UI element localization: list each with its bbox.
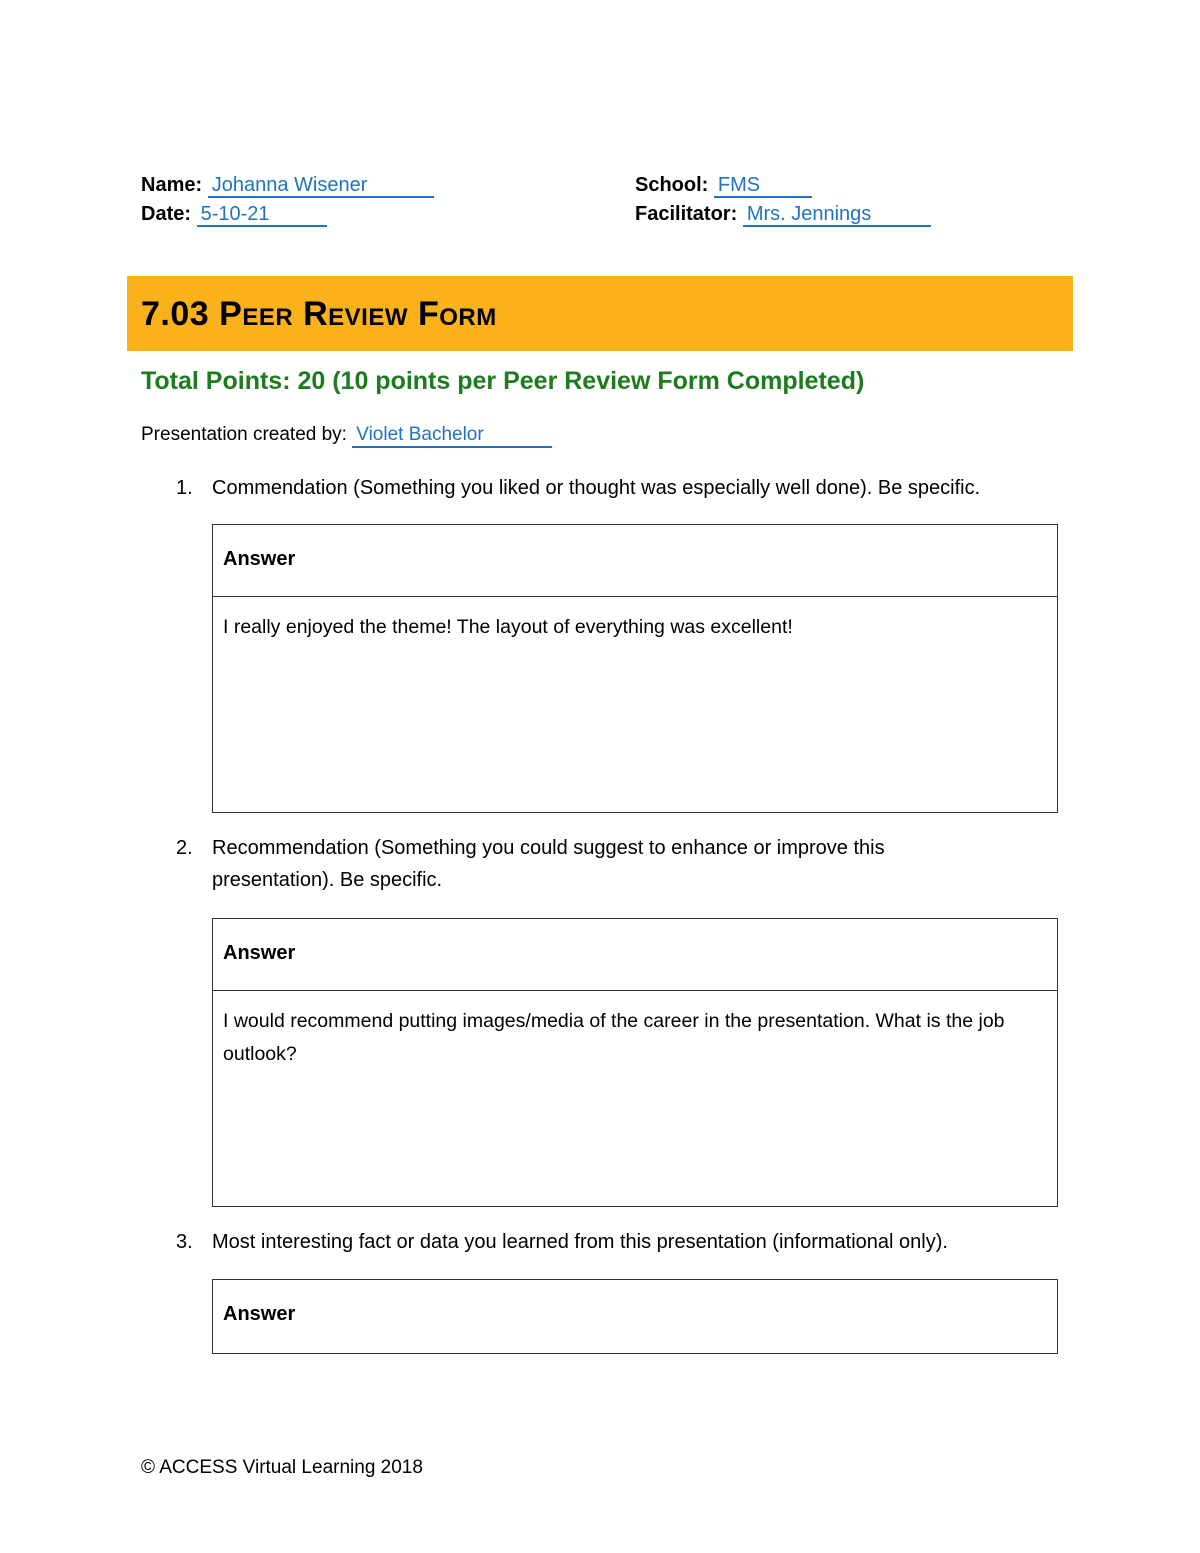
question-number: 3.: [176, 1231, 193, 1253]
facilitator-label: Facilitator:: [635, 203, 738, 225]
answer-header: [213, 1280, 1057, 1352]
question-2: [176, 832, 1046, 898]
facilitator-field: [635, 200, 931, 228]
title-text: Peer Review Form: [219, 295, 497, 333]
question-1: [176, 472, 1046, 504]
answer-text[interactable]: I would recommend putting images/media of the career in the presentation. What is the job outlook?: [223, 1010, 1005, 1065]
date-value[interactable]: 5-10-21: [197, 203, 327, 227]
answer-box-1: [212, 524, 1058, 813]
answer-header-label: Answer: [223, 1303, 296, 1325]
school-value[interactable]: FMS: [714, 174, 812, 198]
answer-box-2: [212, 918, 1058, 1207]
name-value[interactable]: Johanna Wisener: [208, 174, 434, 198]
name-label: Name:: [141, 174, 203, 196]
created-by-value[interactable]: Violet Bachelor: [352, 424, 552, 448]
total-points-heading: Total Points: 20 (10 points per Peer Review Form Completed): [141, 367, 865, 395]
answer-box-3: [212, 1279, 1058, 1354]
title-banner: [127, 276, 1073, 351]
question-number: 1.: [176, 477, 193, 499]
school-label: School:: [635, 174, 709, 196]
answer-header: [213, 525, 1057, 597]
created-by-label: Presentation created by:: [141, 424, 347, 445]
school-field: [635, 171, 812, 199]
date-field: [141, 200, 327, 228]
created-by-field: [141, 422, 552, 448]
name-field: [141, 171, 434, 199]
answer-text[interactable]: I really enjoyed the theme! The layout of everything was excellent!: [223, 616, 793, 638]
question-text: Recommendation (Something you could suggest to enhance or improve this presentation). Be specific.: [212, 837, 885, 891]
answer-header-label: Answer: [223, 942, 296, 964]
answer-header-label: Answer: [223, 548, 296, 570]
question-3: [176, 1226, 1046, 1258]
question-text: Commendation (Something you liked or thought was especially well done). Be specific.: [212, 477, 981, 499]
question-text: Most interesting fact or data you learned from this presentation (informational only).: [212, 1231, 948, 1253]
copyright-footer: © ACCESS Virtual Learning 2018: [141, 1457, 423, 1478]
question-number: 2.: [176, 837, 193, 859]
page-title: [141, 294, 497, 334]
date-label: Date:: [141, 203, 192, 225]
answer-header: [213, 919, 1057, 991]
facilitator-value[interactable]: Mrs. Jennings: [743, 203, 931, 227]
title-number: 7.03: [141, 295, 210, 333]
